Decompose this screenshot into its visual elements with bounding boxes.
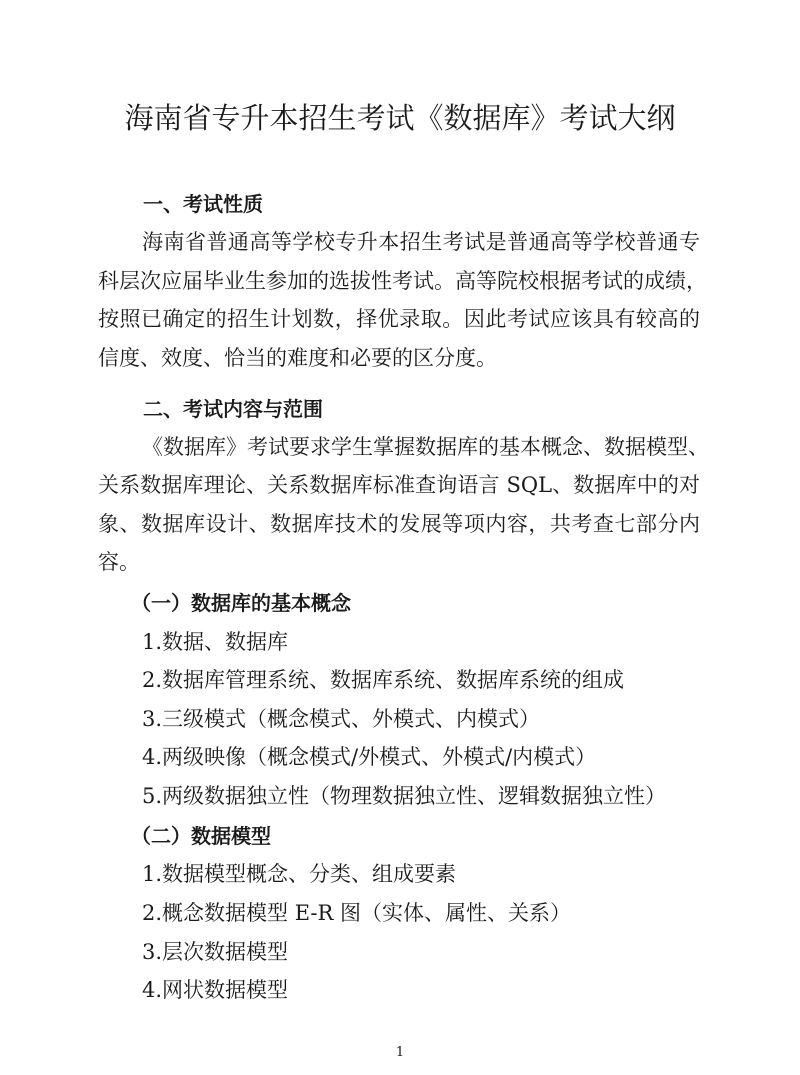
subsection-heading-data-model: （二）数据模型 [131, 824, 271, 848]
section-heading-exam-content: 二、考试内容与范围 [143, 397, 323, 421]
list-item: 2.概念数据模型 E-R 图（实体、属性、关系） [142, 901, 572, 925]
list-item: 5.两级数据独立性（物理数据独立性、逻辑数据独立性） [142, 784, 667, 808]
list-item: 4.网状数据模型 [142, 978, 289, 1002]
list-item: 3.层次数据模型 [142, 940, 289, 964]
paragraph-line: 《数据库》考试要求学生掌握数据库的基本概念、数据模型、 [142, 435, 709, 459]
list-item: 1.数据、数据库 [142, 630, 289, 654]
paragraph-line: 信度、效度、恰当的难度和必要的区分度。 [98, 346, 497, 370]
list-item: 2.数据库管理系统、数据库系统、数据库系统的组成 [142, 668, 625, 692]
paragraph-line: 容。 [98, 550, 140, 574]
page-number: 1 [395, 1045, 405, 1060]
list-item: 4.两级映像（概念模式/外模式、外模式/内模式） [142, 745, 597, 769]
paragraph-line: 科层次应届毕业生参加的选拔性考试。高等院校根据考试的成绩， [98, 269, 707, 293]
document-title: 海南省专升本招生考试《数据库》考试大纲 [124, 101, 676, 135]
subsection-heading-basic-concepts: （一）数据库的基本概念 [131, 591, 351, 615]
paragraph-line: 海南省普通高等学校专升本招生考试是普通高等学校普通专 [142, 230, 700, 254]
list-item: 1.数据模型概念、分类、组成要素 [142, 862, 457, 886]
paragraph-line: 象、数据库设计、数据库技术的发展等项内容，共考查七部分内 [98, 512, 700, 536]
paragraph-line: 按照已确定的招生计划数，择优录取。因此考试应该具有较高的 [98, 307, 700, 331]
list-item: 3.三级模式（概念模式、外模式、内模式） [142, 707, 541, 731]
paragraph-line: 关系数据库理论、关系数据库标准查询语言 SQL、数据库中的对 [98, 473, 700, 497]
section-heading-exam-nature: 一、考试性质 [143, 192, 263, 216]
